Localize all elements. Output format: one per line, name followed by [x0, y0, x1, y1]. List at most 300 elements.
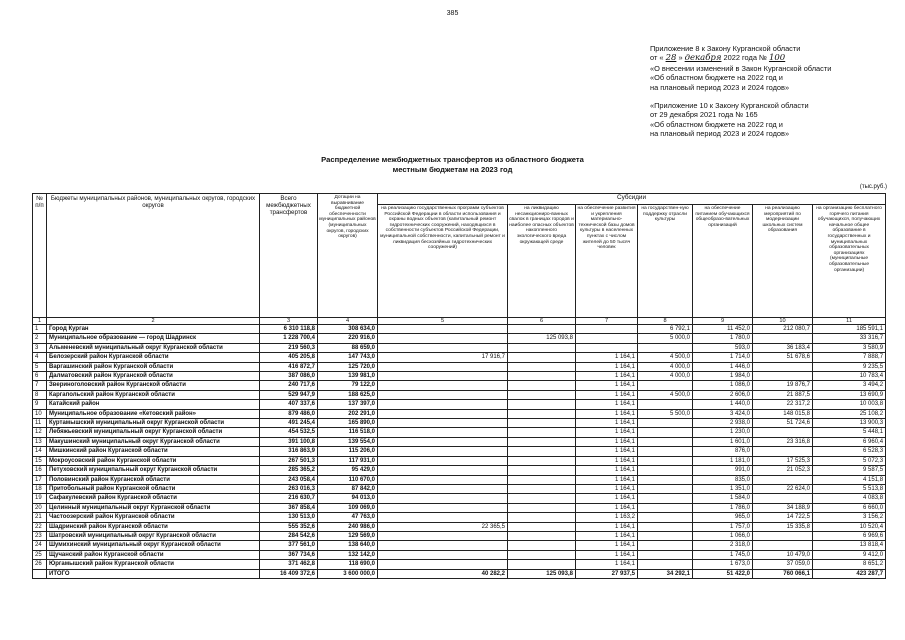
- value-cell: 308 634,0: [318, 325, 378, 334]
- row-number: 26: [33, 560, 47, 569]
- value-cell: 4 000,0: [638, 372, 693, 381]
- value-cell: 1 164,1: [576, 447, 638, 456]
- budget-name: Далматовский район Курганской области: [47, 372, 260, 381]
- header-budget-name: Бюджеты муниципальных районов, муниципальных округов, городских округов: [47, 194, 260, 318]
- budget-name: Катайский район: [47, 400, 260, 409]
- budget-name: Сафакулевский район Курганской области: [47, 494, 260, 503]
- value-cell: 2 318,0: [693, 541, 753, 550]
- value-cell: [753, 428, 813, 437]
- value-cell: 13 900,3: [813, 419, 886, 428]
- value-cell: 40 282,2: [378, 569, 508, 578]
- value-cell: [638, 437, 693, 446]
- value-cell: 47 763,0: [318, 513, 378, 522]
- value-cell: 188 625,0: [318, 390, 378, 399]
- budget-name: Шатровский муниципальный округ Курганской области: [47, 531, 260, 540]
- header-col-10: на реализацию мероприятий по модернизации школьных систем образования: [753, 205, 813, 318]
- header-dotation: Дотации на выравнивание бюджетной обеспеченности муниципальных районов (муниципальных округов, городских округов): [318, 194, 378, 318]
- value-cell: 5 448,1: [813, 428, 886, 437]
- table-row: [33, 513, 886, 522]
- table-row: [33, 456, 886, 465]
- table-row: [33, 372, 886, 381]
- value-cell: [378, 343, 508, 352]
- value-cell: 4 000,0: [638, 362, 693, 371]
- value-cell: 118 690,0: [318, 560, 378, 569]
- value-cell: 3 494,2: [813, 381, 886, 390]
- value-cell: [508, 325, 576, 334]
- budget-name: Муниципальное образование «Кетовский район»: [47, 409, 260, 418]
- value-cell: [753, 541, 813, 550]
- column-number: 4: [318, 318, 378, 325]
- row-number: 10: [33, 409, 47, 418]
- value-cell: [378, 372, 508, 381]
- value-cell: 1 164,1: [576, 372, 638, 381]
- row-number: 21: [33, 513, 47, 522]
- appendix-10-note: [650, 101, 809, 139]
- value-cell: 6 310 118,8: [260, 325, 318, 334]
- value-cell: [378, 390, 508, 399]
- value-cell: 94 013,0: [318, 494, 378, 503]
- row-number: 9: [33, 400, 47, 409]
- value-cell: 416 872,7: [260, 362, 318, 371]
- value-cell: 34 188,9: [753, 503, 813, 512]
- column-number: 6: [508, 318, 576, 325]
- table-row: [33, 437, 886, 446]
- table-row: [33, 541, 886, 550]
- table-row: [33, 381, 886, 390]
- table-row: [33, 531, 886, 540]
- value-cell: [638, 428, 693, 437]
- value-cell: 109 069,0: [318, 503, 378, 512]
- value-cell: [638, 419, 693, 428]
- value-cell: 2 938,0: [693, 419, 753, 428]
- document-title-line2: местным бюджетам на 2023 год: [392, 165, 513, 174]
- value-cell: 1 164,1: [576, 437, 638, 446]
- value-cell: [378, 456, 508, 465]
- value-cell: 19 876,7: [753, 381, 813, 390]
- row-number: 2: [33, 334, 47, 343]
- value-cell: [378, 400, 508, 409]
- value-cell: 1 164,1: [576, 409, 638, 418]
- column-number: 7: [576, 318, 638, 325]
- value-cell: 4 500,0: [638, 353, 693, 362]
- value-cell: 367 734,6: [260, 550, 318, 559]
- value-cell: [753, 372, 813, 381]
- table-row: [33, 550, 886, 559]
- budget-name: Щучанский район Курганской области: [47, 550, 260, 559]
- value-cell: [378, 494, 508, 503]
- value-cell: [508, 560, 576, 569]
- value-cell: [638, 343, 693, 352]
- value-cell: 1 164,1: [576, 522, 638, 531]
- value-cell: [576, 325, 638, 334]
- value-cell: 148 015,8: [753, 409, 813, 418]
- value-cell: [378, 381, 508, 390]
- value-cell: 10 520,4: [813, 522, 886, 531]
- table-body: [33, 318, 886, 579]
- table-row: [33, 419, 886, 428]
- value-cell: [508, 419, 576, 428]
- budget-name: Мокроусовский район Курганской области: [47, 456, 260, 465]
- value-cell: 377 561,0: [260, 541, 318, 550]
- value-cell: 1 086,0: [693, 381, 753, 390]
- value-cell: [508, 447, 576, 456]
- value-cell: 1 584,0: [693, 494, 753, 503]
- value-cell: 21 052,3: [753, 466, 813, 475]
- value-cell: 1 164,1: [576, 484, 638, 493]
- value-cell: 220 916,0: [318, 334, 378, 343]
- value-cell: 263 016,3: [260, 484, 318, 493]
- value-cell: 4 083,8: [813, 494, 886, 503]
- value-cell: 491 245,4: [260, 419, 318, 428]
- appendix-10-line1: «Приложение 10 к Закону Курганской области: [650, 101, 809, 110]
- value-cell: 13 818,4: [813, 541, 886, 550]
- value-cell: 202 291,0: [318, 409, 378, 418]
- value-cell: 316 863,9: [260, 447, 318, 456]
- value-cell: [378, 362, 508, 371]
- value-cell: 1 228 700,4: [260, 334, 318, 343]
- value-cell: 4 500,0: [638, 390, 693, 399]
- value-cell: [576, 334, 638, 343]
- table-row: [33, 560, 886, 569]
- value-cell: 14 722,5: [753, 513, 813, 522]
- table-row: [33, 522, 886, 531]
- value-cell: 1 164,1: [576, 419, 638, 428]
- value-cell: 219 560,3: [260, 343, 318, 352]
- appendix-8-year: 2022 года №: [723, 53, 767, 63]
- value-cell: [508, 475, 576, 484]
- value-cell: [378, 409, 508, 418]
- value-cell: [753, 475, 813, 484]
- row-number: 4: [33, 353, 47, 362]
- value-cell: 88 659,0: [318, 343, 378, 352]
- row-number: 15: [33, 456, 47, 465]
- row-number: 3: [33, 343, 47, 352]
- transfers-table: [32, 193, 886, 579]
- value-cell: 110 670,0: [318, 475, 378, 484]
- appendix-10-line3: «Об областном бюджете на 2022 год и: [650, 119, 783, 129]
- value-cell: 593,0: [693, 343, 753, 352]
- value-cell: 1 673,0: [693, 560, 753, 569]
- value-cell: [508, 503, 576, 512]
- header-col-7: на обеспечение развития и укрепления материально-технической базы домов культуры в населенных пунктах с числом жителей до 50 тысяч человек: [576, 205, 638, 318]
- value-cell: 117 931,0: [318, 456, 378, 465]
- value-cell: 139 554,0: [318, 437, 378, 446]
- value-cell: 51 724,6: [753, 419, 813, 428]
- value-cell: 3 600 000,0: [318, 569, 378, 578]
- value-cell: 1 164,1: [576, 560, 638, 569]
- value-cell: 285 365,2: [260, 466, 318, 475]
- value-cell: [508, 390, 576, 399]
- value-cell: 125 093,8: [508, 334, 576, 343]
- row-number: 12: [33, 428, 47, 437]
- value-cell: 405 205,8: [260, 353, 318, 362]
- budget-name: Притобольный район Курганской области: [47, 484, 260, 493]
- value-cell: 17 525,3: [753, 456, 813, 465]
- budget-name: Частоозерский район Курганской области: [47, 513, 260, 522]
- value-cell: 1 181,0: [693, 456, 753, 465]
- header-col-11: на организацию бесплатного горячего питания обучающихся, получающих начальное общее образование в государственных и муниципальных образовательных организациях (муниципальные образовательные организации): [813, 205, 886, 318]
- column-number: 3: [260, 318, 318, 325]
- row-number: 7: [33, 381, 47, 390]
- value-cell: 36 183,4: [753, 343, 813, 352]
- value-cell: 165 890,0: [318, 419, 378, 428]
- value-cell: [638, 484, 693, 493]
- table-row: [33, 447, 886, 456]
- row-number: 6: [33, 372, 47, 381]
- value-cell: 1 164,1: [576, 353, 638, 362]
- value-cell: 1 757,0: [693, 522, 753, 531]
- value-cell: 1 440,0: [693, 400, 753, 409]
- value-cell: 760 066,1: [753, 569, 813, 578]
- value-cell: 13 690,9: [813, 390, 886, 399]
- value-cell: 423 287,7: [813, 569, 886, 578]
- budget-name: ИТОГО: [47, 569, 260, 578]
- budget-name: Половинский район Курганской области: [47, 475, 260, 484]
- budget-name: Куртамышский муниципальный округ Курганской области: [47, 419, 260, 428]
- value-cell: 22 365,5: [378, 522, 508, 531]
- value-cell: [638, 531, 693, 540]
- budget-name: Каргапольский район Курганской области: [47, 390, 260, 399]
- row-number: 25: [33, 550, 47, 559]
- table-row: [33, 353, 886, 362]
- value-cell: [378, 325, 508, 334]
- value-cell: 129 569,0: [318, 531, 378, 540]
- value-cell: 22 317,2: [753, 400, 813, 409]
- value-cell: 21 887,5: [753, 390, 813, 399]
- value-cell: [638, 447, 693, 456]
- value-cell: 876,0: [693, 447, 753, 456]
- value-cell: [508, 513, 576, 522]
- value-cell: 27 937,5: [576, 569, 638, 578]
- value-cell: 1 446,0: [693, 362, 753, 371]
- budget-name: Шумихинский муниципальный округ Курганской области: [47, 541, 260, 550]
- value-cell: 37 059,0: [753, 560, 813, 569]
- value-cell: [638, 466, 693, 475]
- value-cell: 5 500,0: [638, 409, 693, 418]
- value-cell: 116 518,0: [318, 428, 378, 437]
- table-row: [33, 428, 886, 437]
- value-cell: 1 163,2: [576, 513, 638, 522]
- value-cell: [508, 522, 576, 531]
- value-cell: 6 660,0: [813, 503, 886, 512]
- value-cell: 1 714,0: [693, 353, 753, 362]
- value-cell: 1 164,1: [576, 550, 638, 559]
- value-cell: 1 984,0: [693, 372, 753, 381]
- budget-name: Белозерский район Курганской области: [47, 353, 260, 362]
- value-cell: 1 164,1: [576, 466, 638, 475]
- value-cell: [378, 419, 508, 428]
- column-number: 8: [638, 318, 693, 325]
- value-cell: 216 630,7: [260, 494, 318, 503]
- value-cell: 10 479,0: [753, 550, 813, 559]
- row-number: 18: [33, 484, 47, 493]
- value-cell: 138 640,0: [318, 541, 378, 550]
- value-cell: [508, 484, 576, 493]
- value-cell: [638, 475, 693, 484]
- header-subsidies: Субсидии: [378, 194, 886, 205]
- header-col-8: на государствен-ную поддержку отрасли культуры: [638, 205, 693, 318]
- value-cell: [753, 531, 813, 540]
- value-cell: 137 397,0: [318, 400, 378, 409]
- budget-name: Звериноголовский район Курганской области: [47, 381, 260, 390]
- budget-name: Юргамышский район Курганской области: [47, 560, 260, 569]
- table-row: [33, 343, 886, 352]
- value-cell: 1 066,0: [693, 531, 753, 540]
- handwritten-month: декабря: [684, 53, 722, 64]
- value-cell: 1 164,1: [576, 381, 638, 390]
- value-cell: 79 122,0: [318, 381, 378, 390]
- value-cell: 15 335,8: [753, 522, 813, 531]
- value-cell: [508, 343, 576, 352]
- value-cell: [378, 484, 508, 493]
- table-row: [33, 466, 886, 475]
- value-cell: 267 501,3: [260, 456, 318, 465]
- table-row: [33, 409, 886, 418]
- value-cell: [378, 437, 508, 446]
- value-cell: 33 316,7: [813, 334, 886, 343]
- value-cell: [378, 550, 508, 559]
- value-cell: 965,0: [693, 513, 753, 522]
- value-cell: [638, 400, 693, 409]
- value-cell: 7 888,7: [813, 353, 886, 362]
- value-cell: [508, 353, 576, 362]
- handwritten-law-number: 100: [768, 53, 786, 64]
- budget-name: Целинный муниципальный округ Курганской области: [47, 503, 260, 512]
- budget-name: Макушинский муниципальный округ Курганской области: [47, 437, 260, 446]
- document-title: [0, 155, 905, 175]
- table-row: [33, 362, 886, 371]
- value-cell: 8 651,2: [813, 560, 886, 569]
- header-col-5: на реализацию государственных программ субъектов Российской Федерации в области использования и охраны водных объектов (капитальный ремонт гидротехнических сооружений, находящихся в собственности субъектов Российской Федерации, муниципальной собственности, капитальный ремонт и ликвидация бесхозяйных гидротехнических сооружений): [378, 205, 508, 318]
- value-cell: 1 164,1: [576, 531, 638, 540]
- value-cell: 240 986,0: [318, 522, 378, 531]
- header-col-6: на ликвидацию несанкциониро-ванных свалок в границах городов и наиболее опасных объектов накопленного экологического вреда окружающей среде: [508, 205, 576, 318]
- budget-name: Альменевский муниципальный округ Курганской области: [47, 343, 260, 352]
- value-cell: 23 316,8: [753, 437, 813, 446]
- value-cell: 87 842,0: [318, 484, 378, 493]
- value-cell: 17 916,7: [378, 353, 508, 362]
- budget-name: Муниципальное образование — город Шадринск: [47, 334, 260, 343]
- value-cell: 25 108,2: [813, 409, 886, 418]
- appendix-8-date-prefix: от «: [650, 53, 664, 63]
- value-cell: [508, 428, 576, 437]
- value-cell: [378, 513, 508, 522]
- value-cell: 22 624,0: [753, 484, 813, 493]
- value-cell: 5 513,8: [813, 484, 886, 493]
- value-cell: 147 743,0: [318, 353, 378, 362]
- column-number: 11: [813, 318, 886, 325]
- units-label: (тыс.руб.): [859, 184, 887, 190]
- value-cell: 1 164,1: [576, 428, 638, 437]
- value-cell: 407 337,6: [260, 400, 318, 409]
- table-row: [33, 400, 886, 409]
- value-cell: 132 142,0: [318, 550, 378, 559]
- budget-name: Лебяжьевский муниципальный округ Курганской области: [47, 428, 260, 437]
- table-row: [33, 390, 886, 399]
- value-cell: 240 717,6: [260, 381, 318, 390]
- table-row: [33, 325, 886, 334]
- row-number: 23: [33, 531, 47, 540]
- header-number: № п/п: [33, 194, 47, 318]
- value-cell: 9 587,5: [813, 466, 886, 475]
- budget-name: Шадринский район Курганской области: [47, 522, 260, 531]
- value-cell: [378, 466, 508, 475]
- column-number: 5: [378, 318, 508, 325]
- budget-name: Петуховский муниципальный округ Курганской области: [47, 466, 260, 475]
- value-cell: 1 230,0: [693, 428, 753, 437]
- value-cell: 1 164,1: [576, 541, 638, 550]
- value-cell: 51 422,0: [693, 569, 753, 578]
- column-number-row: [33, 318, 886, 325]
- value-cell: 6 792,1: [638, 325, 693, 334]
- header-total-transfers: Всего межбюджетных трансфертов: [260, 194, 318, 318]
- value-cell: 367 858,4: [260, 503, 318, 512]
- value-cell: [638, 494, 693, 503]
- value-cell: [508, 466, 576, 475]
- budget-name: Варгашинский район Курганской области: [47, 362, 260, 371]
- value-cell: 2 606,0: [693, 390, 753, 399]
- value-cell: 835,0: [693, 475, 753, 484]
- value-cell: [508, 381, 576, 390]
- value-cell: 391 100,8: [260, 437, 318, 446]
- value-cell: [638, 550, 693, 559]
- value-cell: 3 580,9: [813, 343, 886, 352]
- appendix-8-line4: «Об областном бюджете на 2022 год и: [650, 73, 783, 83]
- value-cell: 1 601,0: [693, 437, 753, 446]
- value-cell: 9 412,0: [813, 550, 886, 559]
- value-cell: 4 151,8: [813, 475, 886, 484]
- appendix-10-line2: от 29 декабря 2021 года № 165: [650, 110, 758, 120]
- row-number: 8: [33, 390, 47, 399]
- value-cell: 243 058,4: [260, 475, 318, 484]
- value-cell: 1 164,1: [576, 503, 638, 512]
- value-cell: 9 235,5: [813, 362, 886, 371]
- header-row-1: [33, 194, 886, 205]
- value-cell: [508, 456, 576, 465]
- value-cell: 284 542,6: [260, 531, 318, 540]
- value-cell: [638, 513, 693, 522]
- value-cell: [508, 437, 576, 446]
- value-cell: 991,0: [693, 466, 753, 475]
- value-cell: [378, 334, 508, 343]
- row-number: 14: [33, 447, 47, 456]
- value-cell: 130 513,0: [260, 513, 318, 522]
- value-cell: 1 164,1: [576, 390, 638, 399]
- value-cell: [378, 531, 508, 540]
- value-cell: 5 072,3: [813, 456, 886, 465]
- value-cell: [378, 503, 508, 512]
- appendix-8-line1: Приложение 8 к Закону Курганской области: [650, 44, 801, 53]
- table-row: [33, 475, 886, 484]
- column-number: 10: [753, 318, 813, 325]
- value-cell: 1 351,0: [693, 484, 753, 493]
- row-number: 20: [33, 503, 47, 512]
- column-number: 9: [693, 318, 753, 325]
- row-number: 1: [33, 325, 47, 334]
- value-cell: [378, 447, 508, 456]
- value-cell: 1 164,1: [576, 400, 638, 409]
- appendix-8-line3: «О внесении изменений в Закон Курганской области: [650, 63, 832, 73]
- table-row: [33, 334, 886, 343]
- value-cell: 95 429,0: [318, 466, 378, 475]
- value-cell: 6 960,4: [813, 437, 886, 446]
- value-cell: 1 164,1: [576, 456, 638, 465]
- value-cell: [753, 334, 813, 343]
- value-cell: [508, 362, 576, 371]
- table-row: [33, 494, 886, 503]
- value-cell: 139 981,0: [318, 372, 378, 381]
- value-cell: 212 080,7: [753, 325, 813, 334]
